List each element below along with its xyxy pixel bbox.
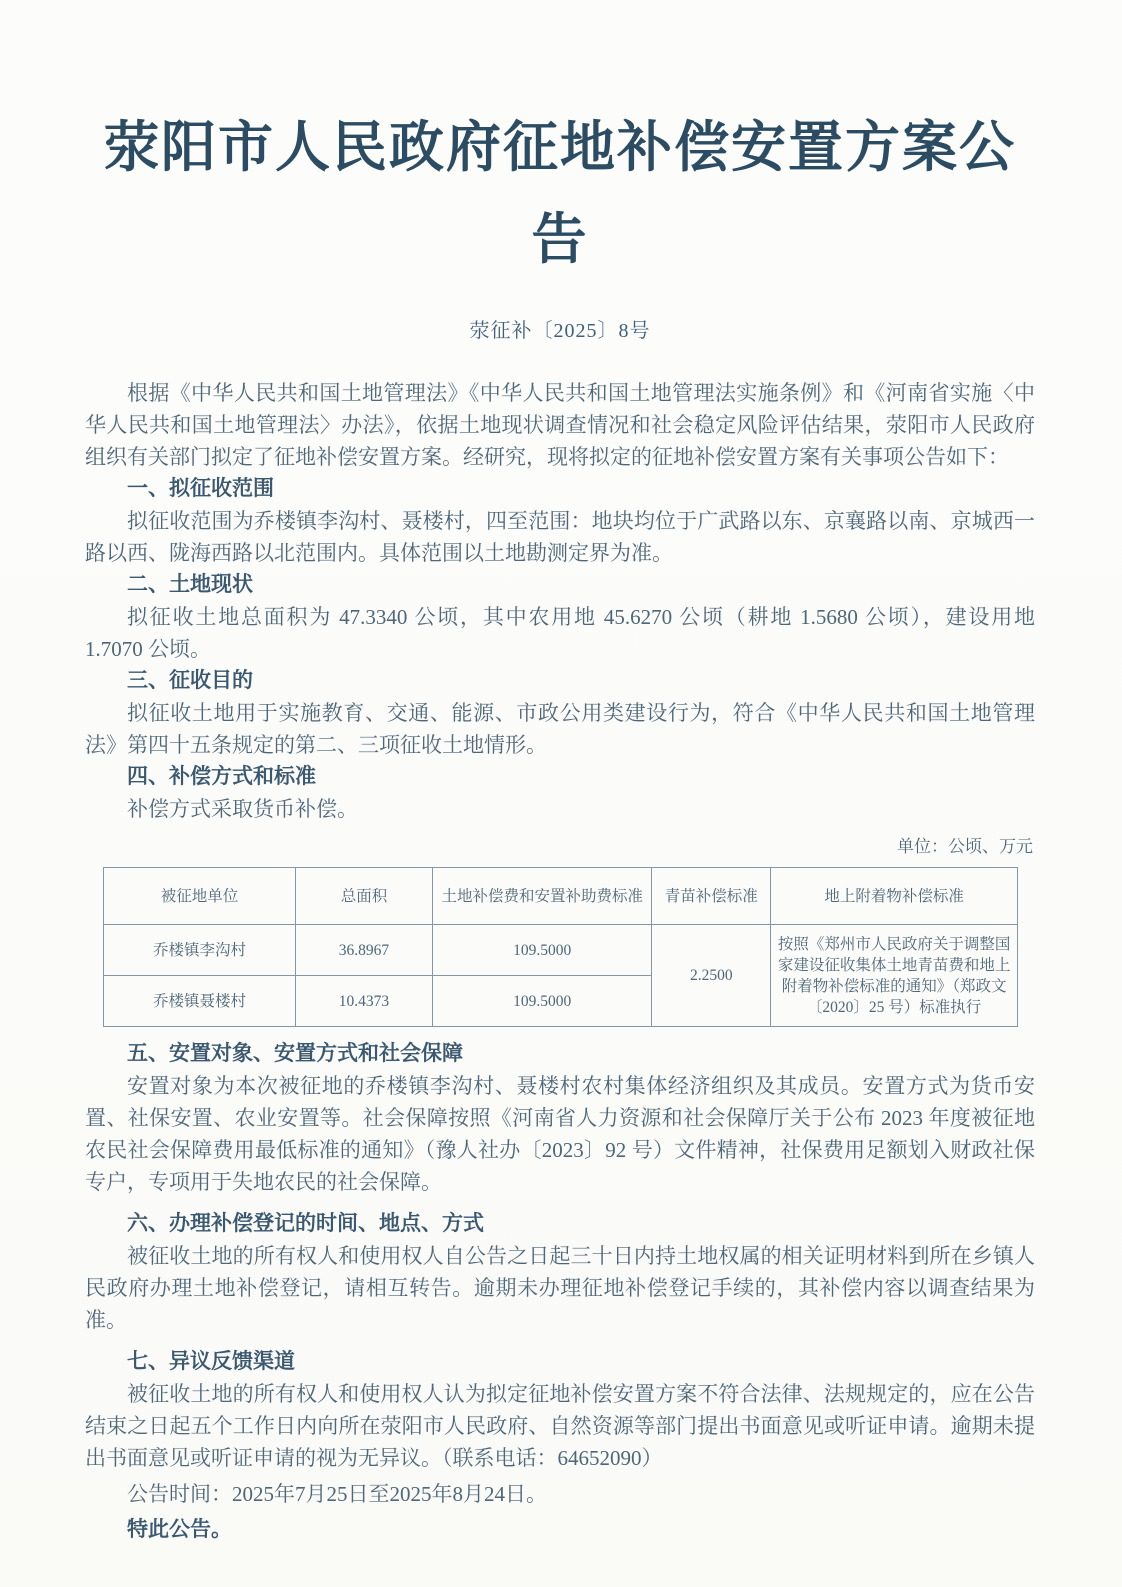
section-paragraph-5: 安置对象为本次被征地的乔楼镇李沟村、聂楼村农村集体经济组织及其成员。安置方式为货币安置、社保安置、农业安置等。社会保障按照《河南省人力资源和社会保障厅关于公布 2023 年度被征地农民社会保障费用最低标准的通知》（豫人社办〔2023〕92 号）文件精神，社保费用足额划入财政社保专户，专项用于失地农民的社会保障。 <box>85 1074 1035 1194</box>
table-cell-attachment-text: 按照《郑州市人民政府关于调整国家建设征收集体土地青苗费和地上附着物补偿标准的通知》（郑政文〔2020〕25 号）标准执行 <box>771 925 1018 1027</box>
section-paragraph-6: 被征收土地的所有权人和使用权人自公告之日起三十日内持土地权属的相关证明材料到所在乡镇人民政府办理土地补偿登记，请相互转告。逾期未办理征地补偿登记手续的，其补偿内容以调查结果为准。 <box>85 1244 1035 1332</box>
section-heading-6: 六、办理补偿登记的时间、地点、方式 <box>127 1212 484 1235</box>
section-heading-3: 三、征收目的 <box>127 669 253 692</box>
intro-paragraph: 根据《中华人民共和国土地管理法》《中华人民共和国土地管理法实施条例》和《河南省实施〈中华人民共和国土地管理法〉办法》，依据土地现状调查情况和社会稳定风险评估结果，荥阳市人民政府组织有关部门拟定了征地补偿安置方案。经研究，现将拟定的征地补偿安置方案有关事项公告如下： <box>85 381 1035 469</box>
table-header-unit: 被征地单位 <box>104 868 296 925</box>
document-body <box>85 377 1035 1546</box>
announcement-period: 公告时间：2025年7月25日至2025年8月24日。 <box>127 1482 547 1506</box>
table-header-attachment: 地上附着物补偿标准 <box>771 868 1018 925</box>
section-heading-5: 五、安置对象、安置方式和社会保障 <box>127 1042 463 1065</box>
table-cell-seedling-value: 2.2500 <box>652 925 771 1027</box>
table-unit-note: 单位：公顷、万元 <box>897 837 1033 856</box>
table-cell-area: 36.8967 <box>295 925 432 976</box>
section-heading-1: 一、拟征收范围 <box>127 477 274 500</box>
table-header-row <box>104 868 1018 925</box>
table-cell-standard: 109.5000 <box>433 976 652 1027</box>
closing-statement: 特此公告。 <box>127 1518 232 1541</box>
table-cell-village: 乔楼镇李沟村 <box>104 925 296 976</box>
section-paragraph-7: 被征收土地的所有权人和使用权人认为拟定征地补偿安置方案不符合法律、法规规定的，应在公告结束之日起五个工作日内向所在荥阳市人民政府、自然资源等部门提出书面意见或听证申请。逾期未提出书面意见或听证申请的视为无异议。（联系电话：64652090） <box>85 1382 1035 1470</box>
table-row <box>104 925 1018 976</box>
table-header-seedling: 青苗补偿标准 <box>652 868 771 925</box>
document-content <box>85 0 1035 1546</box>
section-paragraph-1: 拟征收范围为乔楼镇李沟村、聂楼村，四至范围：地块均位于广武路以东、京襄路以南、京城西一路以西、陇海西路以北范围内。具体范围以土地勘测定界为准。 <box>85 509 1035 565</box>
table-cell-standard: 109.5000 <box>433 925 652 976</box>
section-heading-2: 二、土地现状 <box>127 573 253 596</box>
section-paragraph-4: 补偿方式采取货币补偿。 <box>127 797 358 821</box>
section-heading-4: 四、补偿方式和标准 <box>127 765 316 788</box>
table-cell-village: 乔楼镇聂楼村 <box>104 976 296 1027</box>
page-title: 荥阳市人民政府征地补偿安置方案公告 <box>103 117 1016 270</box>
table-header-land-fee: 土地补偿费和安置补助费标准 <box>433 868 652 925</box>
table-cell-area: 10.4373 <box>295 976 432 1027</box>
section-paragraph-2: 拟征收土地总面积为 47.3340 公顷，其中农用地 45.6270 公顷（耕地 1.5680 公顷），建设用地 1.7070 公顷。 <box>85 605 1035 661</box>
section-paragraph-3: 拟征收土地用于实施教育、交通、能源、市政公用类建设行为，符合《中华人民共和国土地管理法》第四十五条规定的第二、三项征收土地情形。 <box>85 701 1035 757</box>
section-heading-7: 七、异议反馈渠道 <box>127 1350 295 1373</box>
table-header-area: 总面积 <box>295 868 432 925</box>
doc-number: 荥征补〔2025〕8号 <box>469 320 651 342</box>
compensation-table <box>103 867 1018 1027</box>
